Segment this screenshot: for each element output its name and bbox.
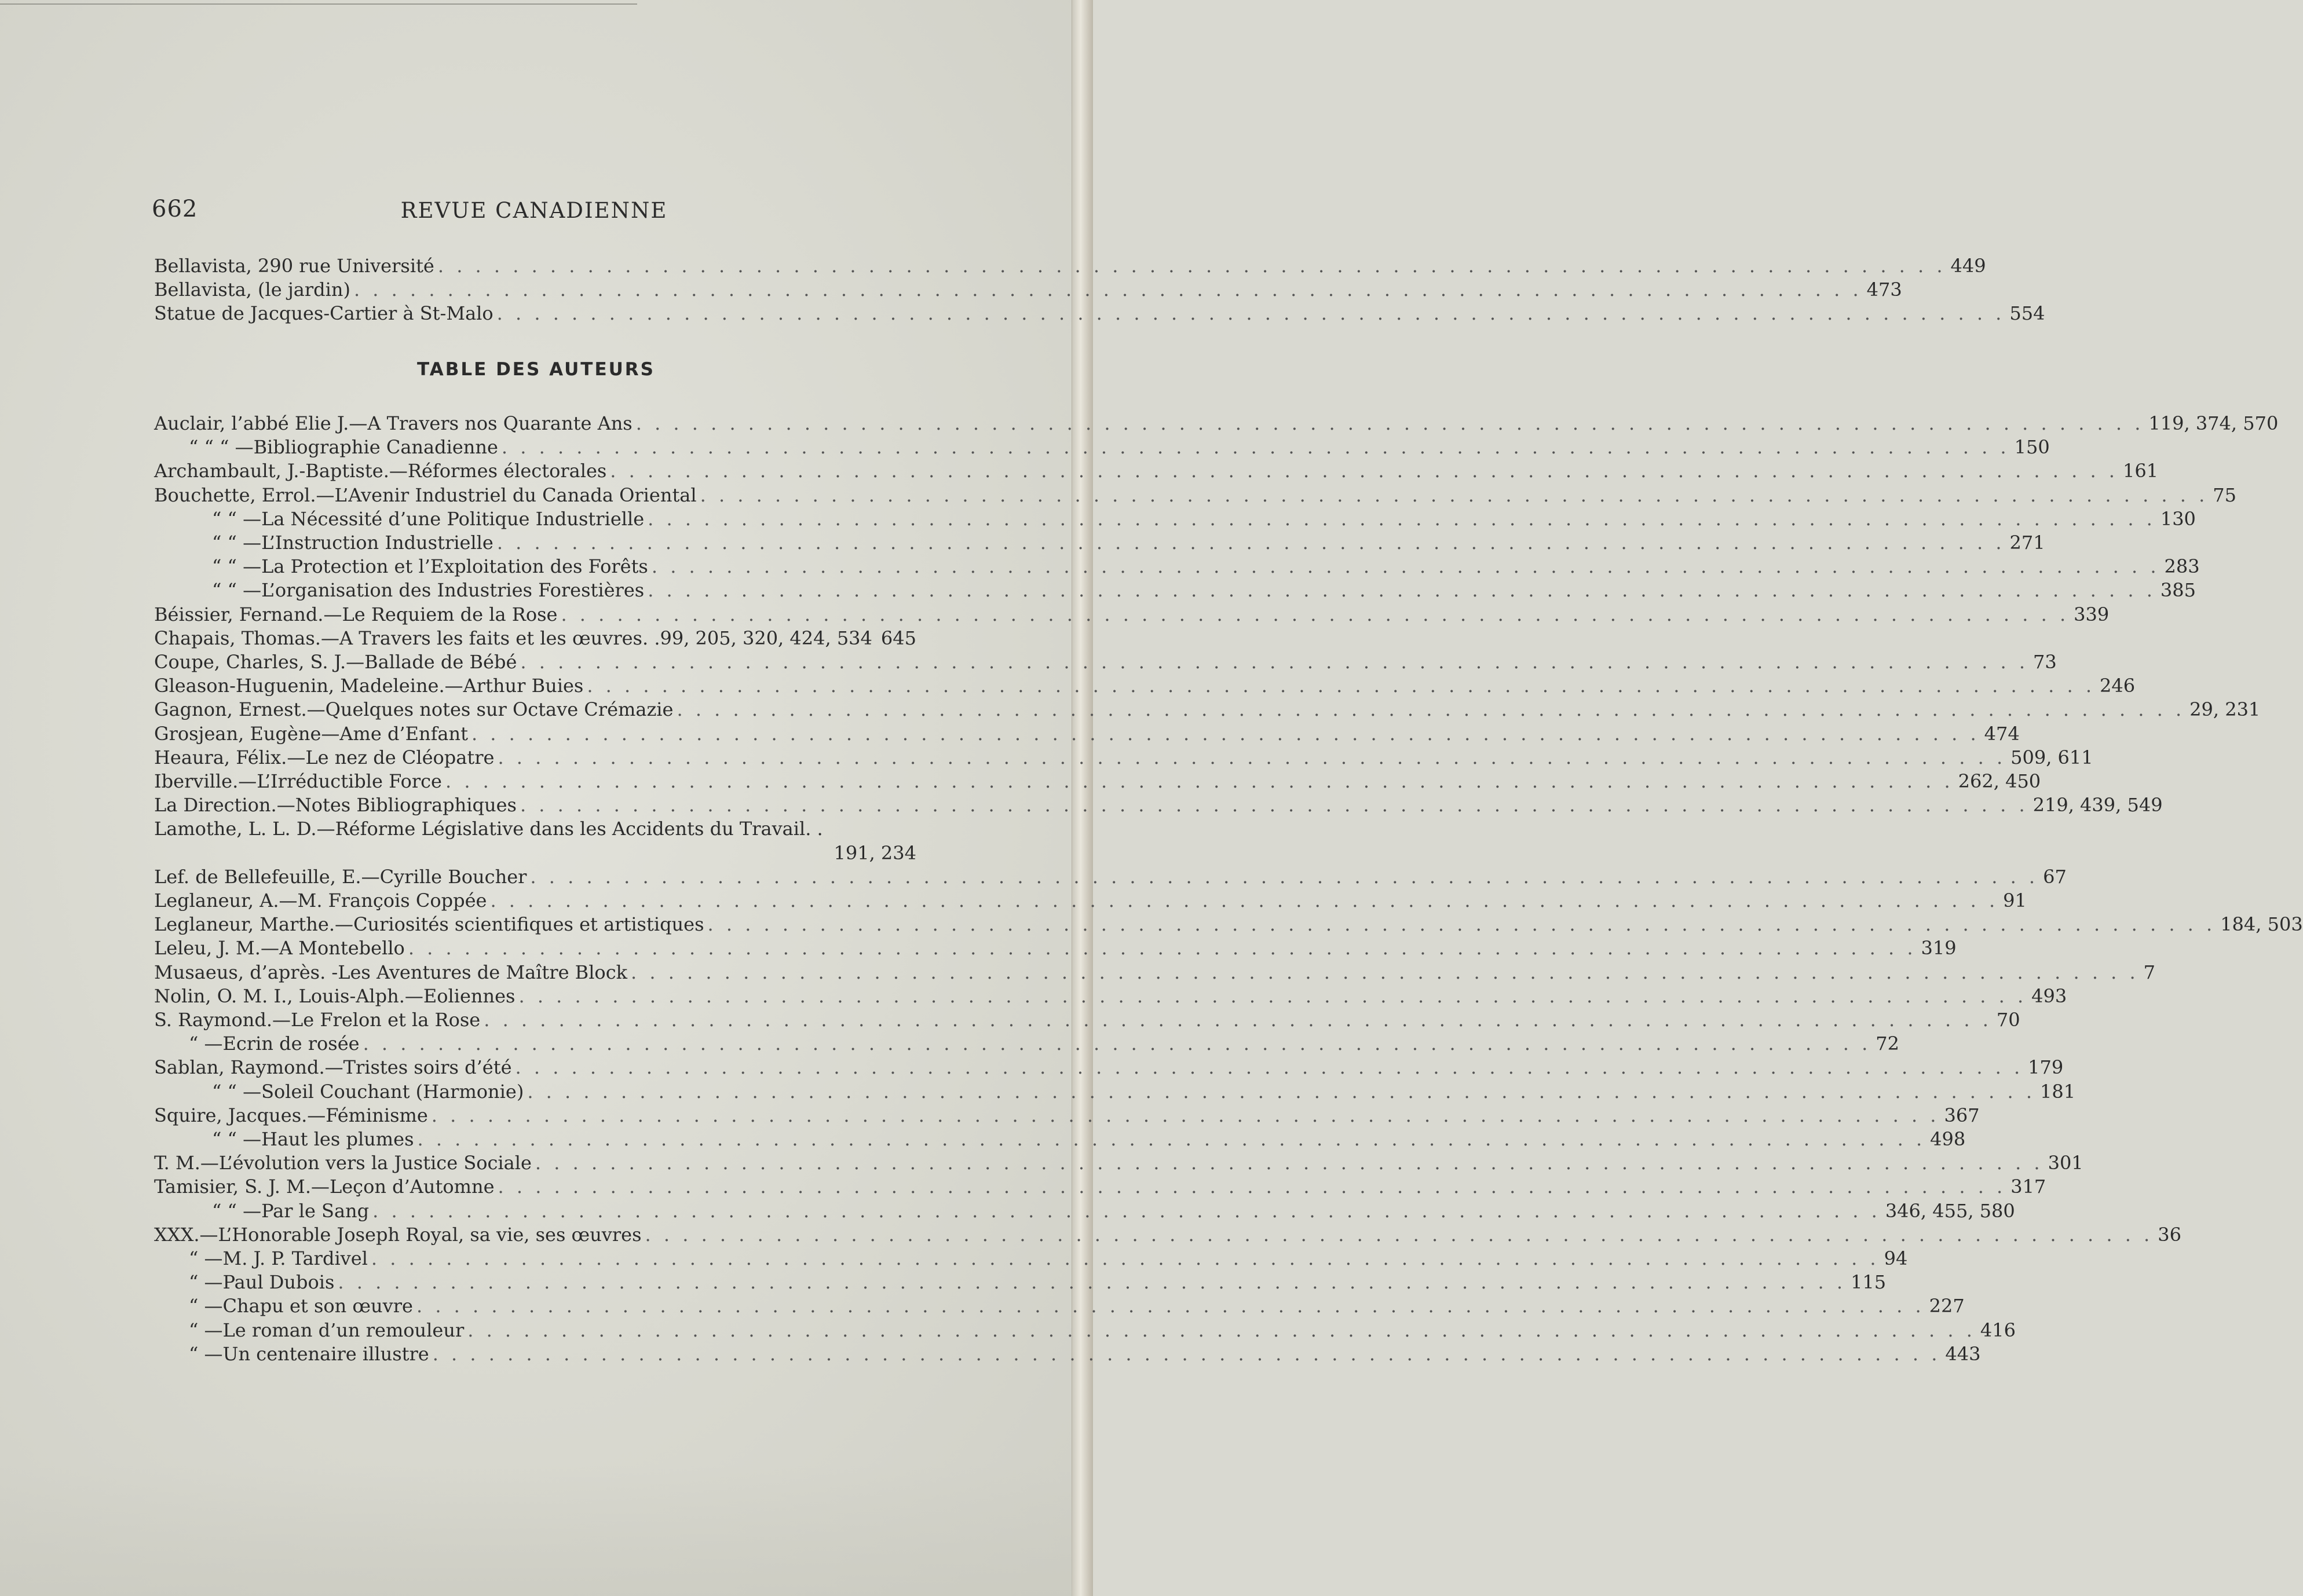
entry-title: “ “ —La Protection et l’Exploitation des Forêts [212,555,648,578]
entry-pages: 367 [1944,1104,1980,1126]
entry-pages: 227 [1929,1295,1965,1317]
entry-pages: 474 [1984,722,2020,745]
page-number: 662 [152,196,198,222]
entry-pages: 29, 231 [2189,698,2261,721]
entry-title: “ —Chapu et son œuvre [189,1295,413,1317]
author-entry [154,936,1957,960]
author-entry [154,602,2110,627]
entry-title: Leleu, J. M.—A Montebello [154,937,405,960]
dot-leader: . . . . . . . . . . . . . . . . . . . . . . . . . . . . . . . . . . . . . . . . . . . . . . . . . . . . . . . . . . . . . . . . . . . . . . . . . . . . . . . . . [490,889,1999,912]
entry-title: La Direction.—Notes Bibliographiques [154,794,517,817]
author-entry [154,745,2093,770]
dot-leader: . . . . . . . . . . . . . . . . . . . . . . . . . . . . . . . . . . . . . . . . . . . . . . . . . . . . . . . . . . . . . . . . . . . . . . . . . . . . . . . . . [635,412,2144,434]
entry-pages: 449 [1950,255,1986,277]
entry-title: Lamothe, L. L. D.—Réforme Législative dans les Accidents du Travail. . [154,818,823,840]
author-entry [154,578,2196,602]
entry-title: “ —M. J. P. Tardivel [189,1247,368,1269]
entry-title: Chapais, Thomas.—A Travers les faits et les œuvres. .99, 205, 320, 424, 534 [154,627,872,649]
dot-leader: . . . . . . . . . . . . . . . . . . . . . . . . . . . . . . . . . . . . . . . . . . . . . . . . . . . . . . . . . . . . . . . . . . . . . . . . . . . . . . . . . [700,484,2209,506]
entry-title: “ “ —Soleil Couchant (Harmonie) [212,1080,524,1103]
author-entry [154,435,2050,459]
entry-pages: 191, 234 [834,841,916,864]
entry-pages: 36 [2158,1223,2181,1246]
entry-pages: 73 [2033,651,2057,673]
dot-leader: . . . . . . . . . . . . . . . . . . . . . . . . . . . . . . . . . . . . . . . . . . . . . . . . . . . . . . . . . . . . . . . . . . . . . . . . . . . . . . . . . [587,675,2095,697]
dot-leader: . . . . . . . . . . . . . . . . . . . . . . . . . . . . . . . . . . . . . . . . . . . . . . . . . . . . . . . . . . . . . . . . . . . . . . . . . . . . . . . . . [417,1128,1926,1150]
author-entry [154,1103,1980,1128]
entry-title: “ “ —Haut les plumes [212,1128,414,1150]
author-entry [154,984,2067,1008]
dot-leader: . . . . . . . . . . . . . . . . . . . . . . . . . . . . . . . . . . . . . . . . . . . . . . . . . . . . . . . . . . . . . . . . . . . . . . . . . . . . . . . . . [631,961,2139,983]
author-entry [154,1318,2016,1342]
author-entry [154,1127,1966,1151]
dot-leader: . . . . . . . . . . . . . . . . . . . . . . . . . . . . . . . . . . . . . . . . . . . . . . . . . . . . . . . . . . . . . . . . . . . . . . . . . . . . . . . . . [467,1319,1976,1341]
dot-leader: . . . . . . . . . . . . . . . . . . . . . . . . . . . . . . . . . . . . . . . . . . . . . . . . . . . . . . . . . . . . . . . . . . . . . . . . . . . . . . . . . [437,255,1946,277]
author-entry [154,1008,2020,1032]
entry-pages: 262, 450 [1958,770,2041,792]
entry-title: Heaura, Félix.—Le nez de Cléopatre [154,746,495,768]
top-edge-line [0,3,637,5]
author-entry [154,530,2045,555]
author-entry [154,912,2303,936]
entry-title: “ —Paul Dubois [189,1271,335,1294]
entry-title: Gagnon, Ernest.—Quelques notes sur Octave Crémazie [154,698,674,721]
dot-leader: . . . . . . . . . . . . . . . . . . . . . . . . . . . . . . . . . . . . . . . . . . . . . . . . . . . . . . . . . . . . . . . . . . . . . . . . . . . . . . . . . [530,865,2039,888]
entry-pages: 271 [2009,532,2045,554]
dot-leader: . . . . . . . . . . . . . . . . . . . . . . . . . . . . . . . . . . . . . . . . . . . . . . . . . . . . . . . . . . . . . . . . . . . . . . . . . . . . . . . . . [496,532,2005,554]
entry-title: Coupe, Charles, S. J.—Ballade de Bébé [154,651,517,673]
author-entry [154,1199,2015,1223]
entry-pages: 161 [2122,460,2159,482]
author-entry [154,1151,2083,1175]
dot-leader: . . . . . . . . . . . . . . . . . . . . . . . . . . . . . . . . . . . . . . . . . . . . . . . . . . . . . . . . . . . . . . . . . . . . . . . . . . . . . . . . . [471,722,1980,745]
entry-pages: 509, 611 [2010,746,2093,768]
entry-title: Sablan, Raymond.—Tristes soirs d’été [154,1056,512,1079]
dot-leader: . . . . . . . . . . . . . . . . . . . . . . . . . . . . . . . . . . . . . . . . . . . . . . . . . . . . . . . . . . . . . . . . . . . . . . . . . . . . . . . . . [645,1223,2154,1246]
dot-leader: . . . . . . . . . . . . . . . . . . . . . . . . . . . . . . . . . . . . . . . . . . . . . . . . . . . . . . . . . . . . . . . . . . . . . . . . . . . . . . . . . [484,1009,1992,1031]
entry-title: Grosjean, Eugène—Ame d’Enfant [154,722,468,745]
entry-pages: 339 [2074,603,2110,625]
entry-pages: 115 [1851,1271,1887,1294]
entry-title: Gleason-Huguenin, Madeleine.—Arthur Buies [154,675,584,697]
author-entry [154,1222,2181,1247]
dot-leader: . . . . . . . . . . . . . . . . . . . . . . . . . . . . . . . . . . . . . . . . . . . . . . . . . . . . . . . . . . . . . . . . . . . . . . . . . . . . . . . . . [707,913,2216,936]
author-entry [154,697,2261,722]
illustration-entry [154,277,1902,302]
entry-title: Lef. de Bellefeuille, E.—Cyrille Boucher [154,865,527,888]
entry-pages: 246 [2100,675,2136,697]
entry-title: Tamisier, S. J. M.—Leçon d’Automne [154,1176,495,1198]
dot-leader: . . . . . . . . . . . . . . . . . . . . . . . . . . . . . . . . . . . . . . . . . . . . . . . . . . . . . . . . . . . . . . . . . . . . . . . . . . . . . . . . . [371,1247,1880,1269]
entry-pages: 91 [2003,889,2027,912]
entry-title: Statue de Jacques-Cartier à St-Malo [154,302,493,324]
dot-leader: . . . . . . . . . . . . . . . . . . . . . . . . . . . . . . . . . . . . . . . . . . . . . . . . . . . . . . . . . . . . . . . . . . . . . . . . . . . . . . . . . [648,579,2156,602]
entry-pages: 67 [2043,865,2067,888]
entry-pages: 70 [1996,1009,2020,1031]
entry-title: “ “ “ —Bibliographie Canadienne [189,436,498,459]
entry-pages: 72 [1876,1033,1899,1055]
author-entry [154,507,2196,531]
illustration-entry [154,254,1986,278]
dot-leader: . . . . . . . . . . . . . . . . . . . . . . . . . . . . . . . . . . . . . . . . . . . . . . . . . . . . . . . . . . . . . . . . . . . . . . . . . . . . . . . . . [363,1033,1871,1055]
dot-leader: . . . . . . . . . . . . . . . . . . . . . . . . . . . . . . . . . . . . . . . . . . . . . . . . . . . . . . . . . . . . . . . . . . . . . . . . . . . . . . . . . [353,279,1862,301]
author-entry [154,483,2236,507]
dot-leader: . . . . . . . . . . . . . . . . . . . . . . . . . . . . . . . . . . . . . . . . . . . . . . . . . . . . . . . . . . . . . . . . . . . . . . . . . . . . . . . . . [408,937,1917,960]
dot-leader: . . . . . . . . . . . . . . . . . . . . . . . . . . . . . . . . . . . . . . . . . . . . . . . . . . . . . . . . . . . . . . . . . . . . . . . . . . . . . . . . . [338,1271,1847,1294]
entry-title: Béissier, Fernand.—Le Requiem de la Rose [154,603,558,625]
entry-pages: 416 [1980,1319,2016,1341]
entry-title: “ “ —La Nécessité d’une Politique Industrielle [212,507,645,530]
author-entry [154,411,2279,435]
author-entry [154,841,916,865]
entry-pages: 181 [2039,1080,2076,1103]
author-entry [154,1174,2046,1199]
author-entry [154,888,2027,913]
entry-pages: 385 [2160,579,2196,602]
entry-title: XXX.—L’Honorable Joseph Royal, sa vie, ses œuvres [154,1223,642,1246]
entry-pages: 219, 439, 549 [2033,794,2163,817]
dot-leader: . . . . . . . . . . . . . . . . . . . . . . . . . . . . . . . . . . . . . . . . . . . . . . . . . . . . . . . . . . . . . . . . . . . . . . . . . . . . . . . . . [432,1342,1941,1365]
dot-leader: . . . . . . . . . . . . . . . . . . . . . . . . . . . . . . . . . . . . . . . . . . . . . . . . . . . . . . . . . . . . . . . . . . . . . . . . . . . . . . . . . [431,1104,1940,1126]
entry-title: Musaeus, d’après. -Les Aventures de Maître Block [154,961,627,983]
dot-leader: . . . . . . . . . . . . . . . . . . . . . . . . . . . . . . . . . . . . . . . . . . . . . . . . . . . . . . . . . . . . . . . . . . . . . . . . . . . . . . . . . [610,460,2118,482]
page-shading [0,1465,1072,1596]
author-entry [154,626,916,650]
dot-leader: . . . . . . . . . . . . . . . . . . . . . . . . . . . . . . . . . . . . . . . . . . . . . . . . . . . . . . . . . . . . . . . . . . . . . . . . . . . . . . . . . [677,698,2185,721]
entry-pages: 493 [2031,984,2067,1007]
author-entry [154,1270,1887,1294]
entry-pages: 346, 455, 580 [1885,1199,2015,1222]
entry-title: “ “ —Par le Sang [212,1199,370,1222]
entry-pages: 498 [1930,1128,1966,1150]
entry-pages: 301 [2048,1152,2083,1174]
entry-title: “ “ —L’Instruction Industrielle [212,532,493,554]
dot-leader: . . . . . . . . . . . . . . . . . . . . . . . . . . . . . . . . . . . . . . . . . . . . . . . . . . . . . . . . . . . . . . . . . . . . . . . . . . . . . . . . . [445,770,1954,792]
dot-leader: . . . . . . . . . . . . . . . . . . . . . . . . . . . . . . . . . . . . . . . . . . . . . . . . . . . . . . . . . . . . . . . . . . . . . . . . . . . . . . . . . [535,1152,2044,1174]
entry-title: Leglaneur, Marthe.—Curiosités scientifiques et artistiques [154,913,704,936]
entry-pages: 443 [1945,1342,1981,1365]
dot-leader: . . . . . . . . . . . . . . . . . . . . . . . . . . . . . . . . . . . . . . . . . . . . . . . . . . . . . . . . . . . . . . . . . . . . . . . . . . . . . . . . . [515,1056,2024,1079]
entry-pages: 75 [2213,484,2236,506]
dot-leader: . . . . . . . . . . . . . . . . . . . . . . . . . . . . . . . . . . . . . . . . . . . . . . . . . . . . . . . . . . . . . . . . . . . . . . . . . . . . . . . . . [561,603,2070,625]
author-entry [154,793,2163,817]
dot-leader: . . . . . . . . . . . . . . . . . . . . . . . . . . . . . . . . . . . . . . . . . . . . . . . . . . . . . . . . . . . . . . . . . . . . . . . . . . . . . . . . . [651,555,2160,578]
author-entry [154,1079,2076,1104]
author-entry [154,769,2041,793]
entry-title: “ —Ecrin de rosée [189,1033,360,1055]
entry-pages: 184, 503 [2220,913,2303,936]
entry-pages: 150 [2014,436,2050,459]
dot-leader: . . . . . . . . . . . . . . . . . . . . . . . . . . . . . . . . . . . . . . . . . . . . . . . . . . . . . . . . . . . . . . . . . . . . . . . . . . . . . . . . . [520,794,2028,817]
author-entry [154,865,2067,889]
running-title: REVUE CANADIENNE [400,198,668,223]
entry-title: Bellavista, (le jardin) [154,279,350,301]
author-entry [154,554,2200,579]
author-entry [154,650,2057,674]
entry-pages: 283 [2164,555,2200,578]
dot-leader: . . . . . . . . . . . . . . . . . . . . . . . . . . . . . . . . . . . . . . . . . . . . . . . . . . . . . . . . . . . . . . . . . . . . . . . . . . . . . . . . . [501,436,2010,459]
entry-title: Iberville.—L’Irréductible Force [154,770,442,792]
entry-title: Auclair, l’abbé Elie J.—A Travers nos Quarante Ans [154,412,633,434]
illustration-entry [154,301,2045,325]
dot-leader: . . . . . . . . . . . . . . . . . . . . . . . . . . . . . . . . . . . . . . . . . . . . . . . . . . . . . . . . . . . . . . . . . . . . . . . . . . . . . . . . . [496,302,2005,324]
entry-title: S. Raymond.—Le Frelon et la Rose [154,1009,481,1031]
entry-pages: 179 [2028,1056,2064,1079]
entry-pages: 130 [2160,507,2196,530]
dot-leader: . . . . . . . . . . . . . . . . . . . . . . . . . . . . . . . . . . . . . . . . . . . . . . . . . . . . . . . . . . . . . . . . . . . . . . . . . . . . . . . . . [372,1199,1881,1222]
section-title: TABLE DES AUTEURS [416,359,655,380]
dot-leader: . . . . . . . . . . . . . . . . . . . . . . . . . . . . . . . . . . . . . . . . . . . . . . . . . . . . . . . . . . . . . . . . . . . . . . . . . . . . . . . . . [527,1080,2035,1103]
entry-pages: 554 [2009,302,2045,324]
author-entry [154,817,916,841]
entry-pages: 645 [880,627,916,649]
entry-title: “ —Le roman d’un remouleur [189,1319,465,1341]
entry-title: Archambault, J.-Baptiste.—Réformes électorales [154,460,607,482]
entry-pages: 317 [2010,1176,2046,1198]
author-entry [154,722,2020,746]
entry-title: “ “ —L’organisation des Industries Forestières [212,579,645,602]
entry-title: T. M.—L’évolution vers la Justice Sociale [154,1152,532,1174]
entry-title: Leglaneur, A.—M. François Coppée [154,889,487,912]
entry-pages: 473 [1866,279,1902,301]
author-entry [154,1055,2064,1079]
entry-title: Bouchette, Errol.—L’Avenir Industriel du Canada Oriental [154,484,697,506]
entry-pages: 119, 374, 570 [2148,412,2279,434]
dot-leader: . . . . . . . . . . . . . . . . . . . . . . . . . . . . . . . . . . . . . . . . . . . . . . . . . . . . . . . . . . . . . . . . . . . . . . . . . . . . . . . . . [416,1295,1925,1317]
dot-leader: . . . . . . . . . . . . . . . . . . . . . . . . . . . . . . . . . . . . . . . . . . . . . . . . . . . . . . . . . . . . . . . . . . . . . . . . . . . . . . . . . [648,507,2156,530]
author-entry [154,1294,1965,1318]
dot-leader: . . . . . . . . . . . . . . . . . . . . . . . . . . . . . . . . . . . . . . . . . . . . . . . . . . . . . . . . . . . . . . . . . . . . . . . . . . . . . . . . . [498,1176,2006,1198]
author-entry [154,459,2159,483]
author-entry [154,673,2136,698]
dot-leader: . . . . . . . . . . . . . . . . . . . . . . . . . . . . . . . . . . . . . . . . . . . . . . . . . . . . . . . . . . . . . . . . . . . . . . . . . . . . . . . . . [498,746,2006,768]
author-entry [154,1246,1908,1271]
entry-title: Nolin, O. M. I., Louis-Alph.—Eoliennes [154,984,516,1007]
dot-leader: . . . . . . . . . . . . . . . . . . . . . . . . . . . . . . . . . . . . . . . . . . . . . . . . . . . . . . . . . . . . . . . . . . . . . . . . . . . . . . . . . [518,984,2027,1007]
dot-leader: . . . . . . . . . . . . . . . . . . . . . . . . . . . . . . . . . . . . . . . . . . . . . . . . . . . . . . . . . . . . . . . . . . . . . . . . . . . . . . . . . [520,651,2029,673]
entry-pages: 319 [1921,937,1957,960]
entry-title: Squire, Jacques.—Féminisme [154,1104,428,1126]
entry-pages: 94 [1884,1247,1908,1269]
author-entry [154,1342,1981,1366]
page-header [152,196,916,230]
entry-title: Bellavista, 290 rue Université [154,255,434,277]
author-entry [154,1031,1899,1056]
entry-pages: 7 [2143,961,2156,983]
entry-title: “ —Un centenaire illustre [189,1342,429,1365]
author-entry [154,960,2156,984]
